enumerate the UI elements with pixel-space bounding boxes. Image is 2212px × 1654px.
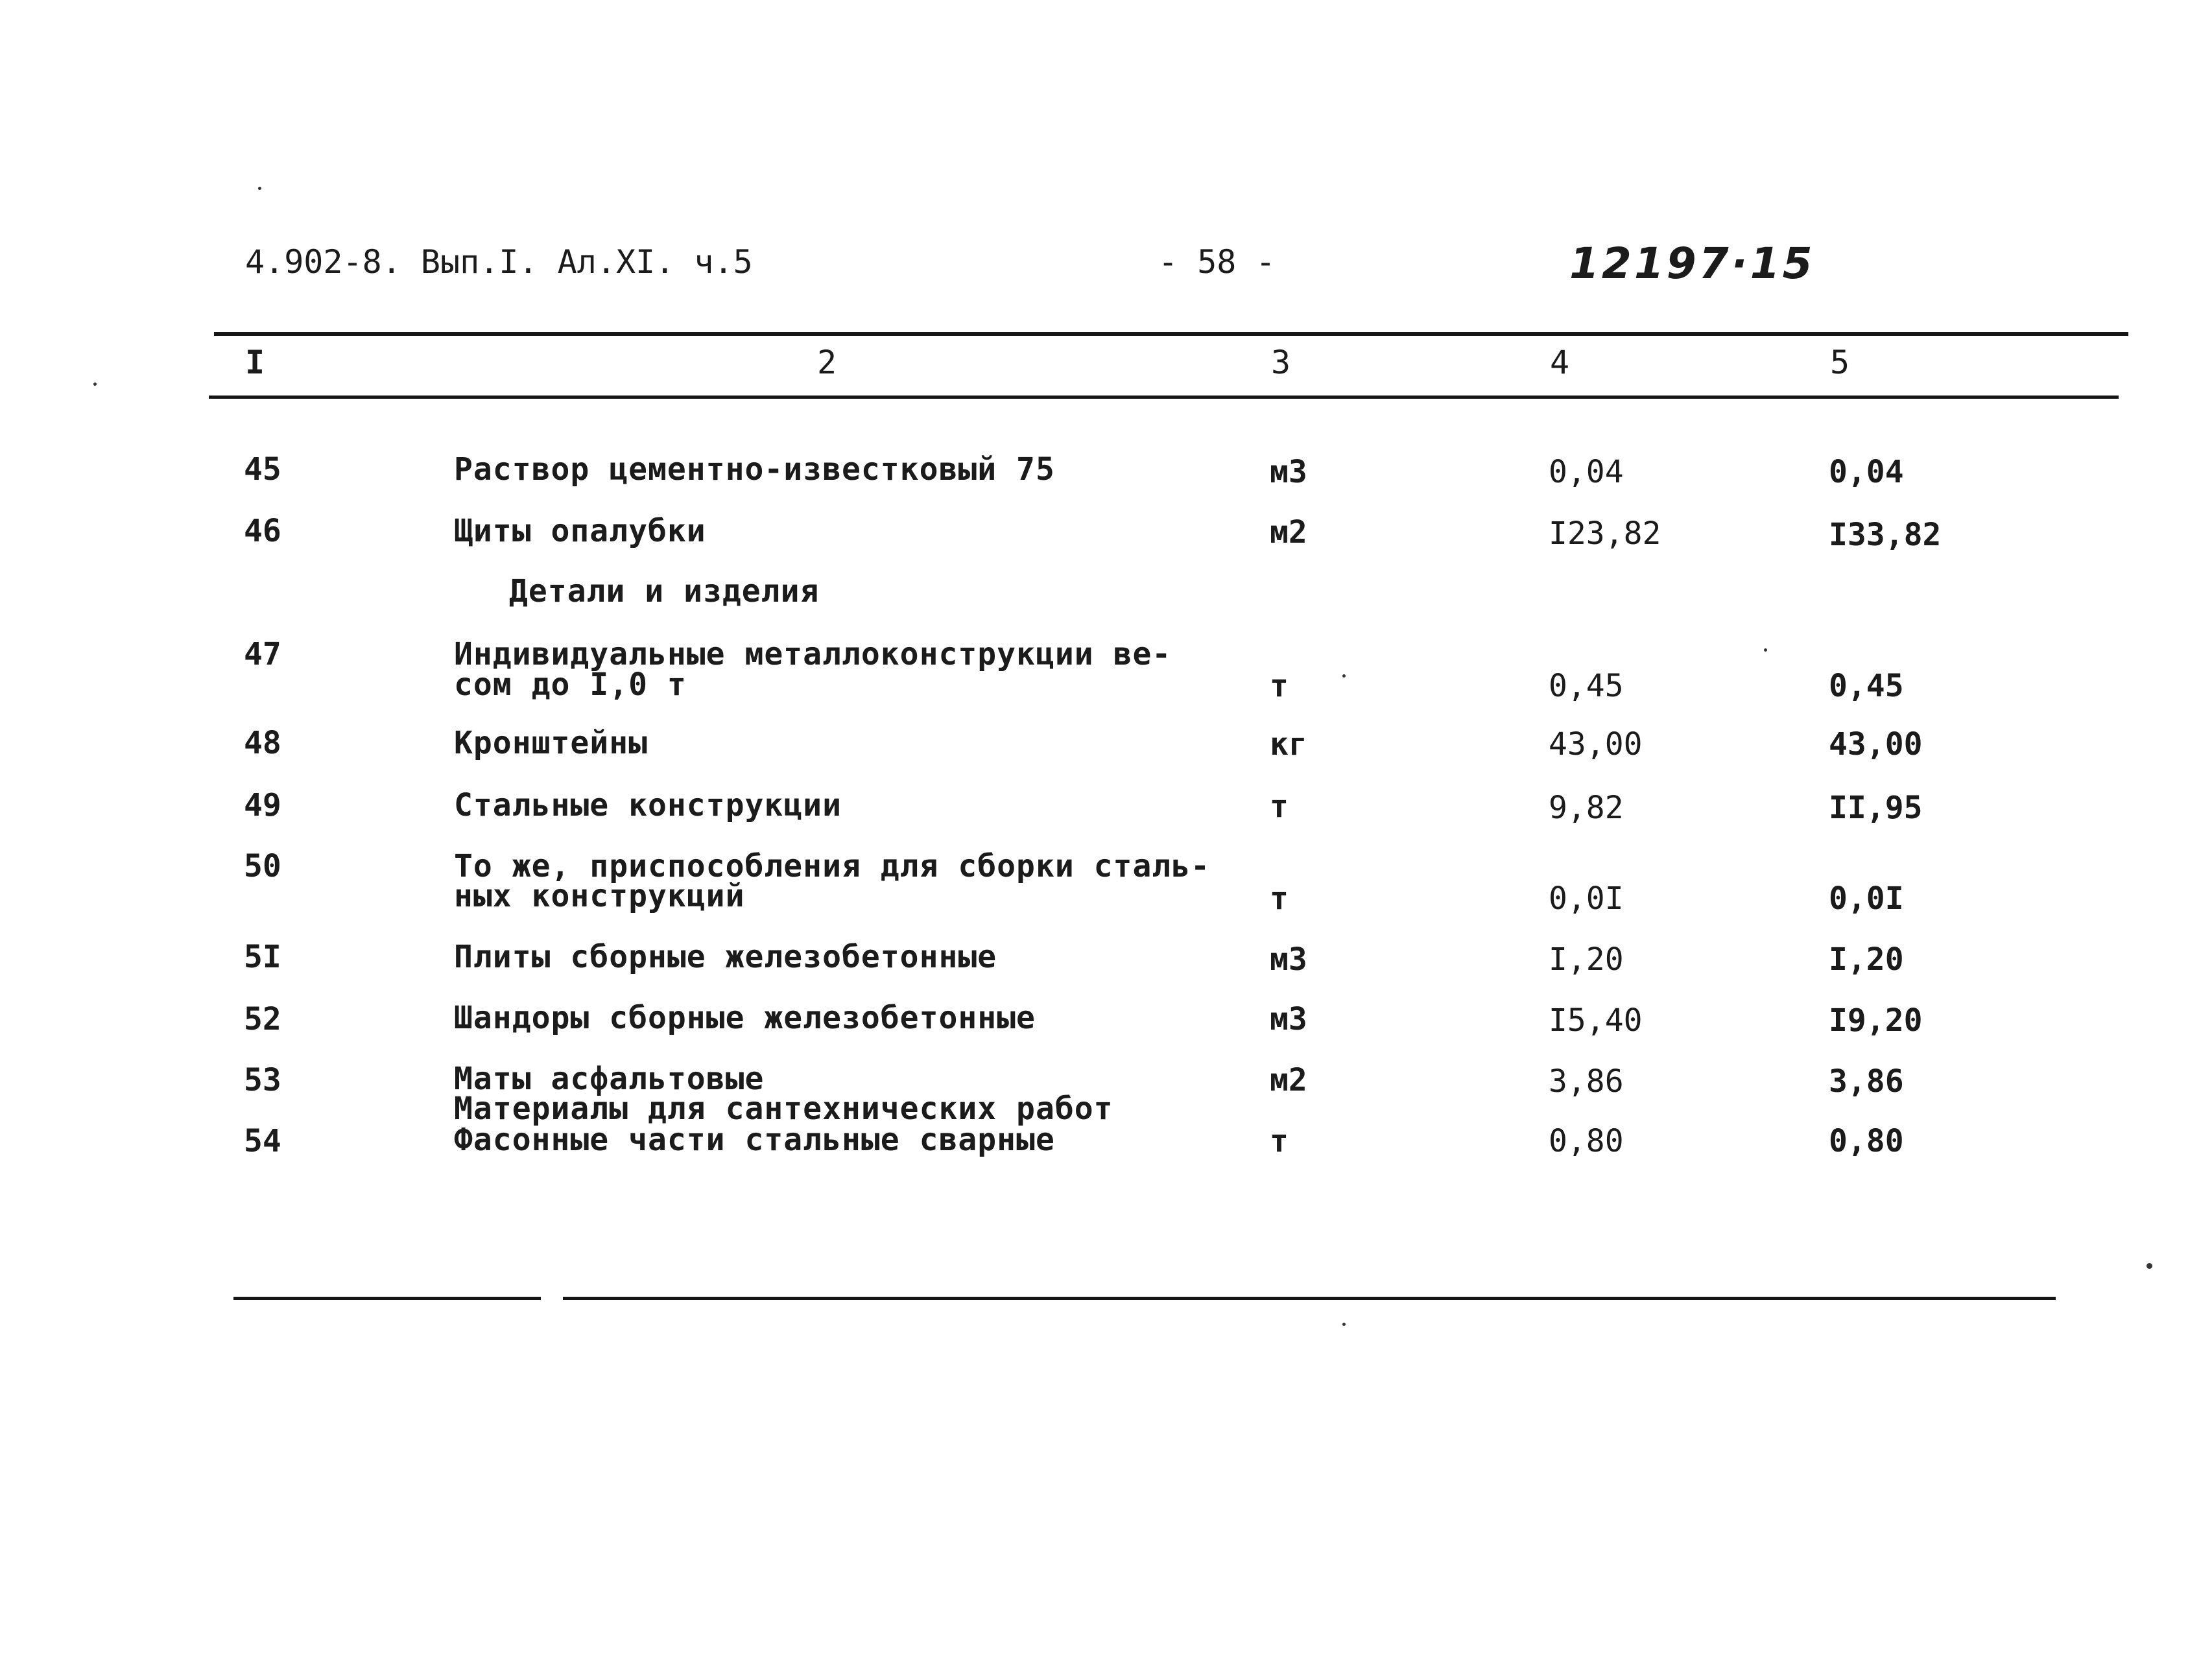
table-bottom-rule-left (233, 1297, 541, 1300)
unit: т (1270, 880, 1289, 917)
value-col5: II,95 (1829, 790, 1923, 826)
material-name: Плиты сборные железобетонные (454, 939, 997, 975)
material-name: Фасонные части стальные сварные (454, 1122, 1055, 1158)
scan-speck (1342, 674, 1346, 678)
row-number: 5I (244, 939, 281, 975)
material-name-line-1: Индивидуальные металлоконструкции ве- (454, 636, 1172, 672)
unit: м2 (1270, 1062, 1307, 1098)
unit: м3 (1270, 941, 1307, 978)
value-col5: 43,00 (1829, 726, 1923, 762)
material-name-line-2: сом до I,0 т (454, 667, 687, 703)
unit: м2 (1270, 514, 1307, 550)
column-header-1: I (245, 344, 265, 381)
unit: кг (1270, 726, 1307, 762)
value-col4: I5,40 (1549, 1002, 1643, 1039)
value-col4: I23,82 (1549, 515, 1661, 552)
column-header-2: 2 (817, 344, 837, 381)
row-number: 52 (244, 1001, 281, 1037)
value-col5: 0,80 (1829, 1123, 1904, 1159)
value-col4: 0,0I (1549, 880, 1624, 917)
value-col5: I,20 (1829, 941, 1904, 978)
section-heading-plumbing: Материалы для сантехнических работ (454, 1091, 1113, 1127)
table-top-rule (214, 332, 2128, 336)
column-header-4: 4 (1550, 344, 1570, 381)
page-number: - 58 - (1158, 243, 1276, 281)
unit: т (1270, 788, 1289, 825)
scan-speck (1342, 1323, 1346, 1326)
value-col4: 0,80 (1549, 1123, 1624, 1159)
value-col4: 9,82 (1549, 790, 1624, 826)
row-number: 49 (244, 787, 281, 823)
unit: м3 (1270, 454, 1307, 490)
material-name: Кронштейны (454, 725, 648, 761)
table-header-rule (209, 396, 2119, 399)
material-name-line-2: ных конструкций (454, 878, 745, 914)
row-number: 45 (244, 451, 281, 488)
row-number: 50 (244, 848, 281, 884)
column-header-3: 3 (1271, 344, 1291, 381)
unit: м3 (1270, 1001, 1307, 1037)
scan-speck (93, 383, 97, 386)
value-col5: 3,86 (1829, 1063, 1904, 1100)
value-col5: 0,04 (1829, 454, 1904, 490)
value-col4: 43,00 (1549, 726, 1643, 762)
value-col5: 0,0I (1829, 880, 1904, 917)
material-name: Шандоры сборные железобетонные (454, 1000, 1036, 1036)
unit: т (1270, 1123, 1289, 1159)
value-col5: I9,20 (1829, 1002, 1923, 1039)
material-name-line-1: То же, приспособления для сборки сталь- (454, 848, 1211, 884)
table-bottom-rule-right (563, 1297, 2056, 1300)
section-heading-details: Детали и изделия (509, 573, 820, 609)
value-col5: I33,82 (1829, 517, 1942, 553)
value-col4: 0,45 (1549, 668, 1624, 704)
unit: т (1270, 668, 1289, 704)
column-header-5: 5 (1830, 344, 1850, 381)
material-name: Раствор цементно-известковый 75 (454, 451, 1055, 488)
material-name: Щиты опалубки (454, 513, 706, 549)
row-number: 54 (244, 1123, 281, 1159)
row-number: 53 (244, 1062, 281, 1098)
value-col4: I,20 (1549, 941, 1624, 978)
value-col4: 3,86 (1549, 1063, 1624, 1100)
material-name: Маты асфальтовые (454, 1061, 765, 1097)
row-number: 47 (244, 636, 281, 672)
value-col5: 0,45 (1829, 668, 1904, 704)
document-code: 4.902-8. Вып.I. Ал.XI. ч.5 (245, 243, 753, 281)
archive-number: 12197·15 (1569, 239, 1815, 289)
scan-speck (258, 187, 261, 190)
material-name: Стальные конструкции (454, 787, 842, 823)
row-number: 48 (244, 725, 281, 761)
scan-speck (1764, 648, 1767, 652)
row-number: 46 (244, 513, 281, 549)
scan-speck (2147, 1263, 2152, 1269)
value-col4: 0,04 (1549, 454, 1624, 490)
